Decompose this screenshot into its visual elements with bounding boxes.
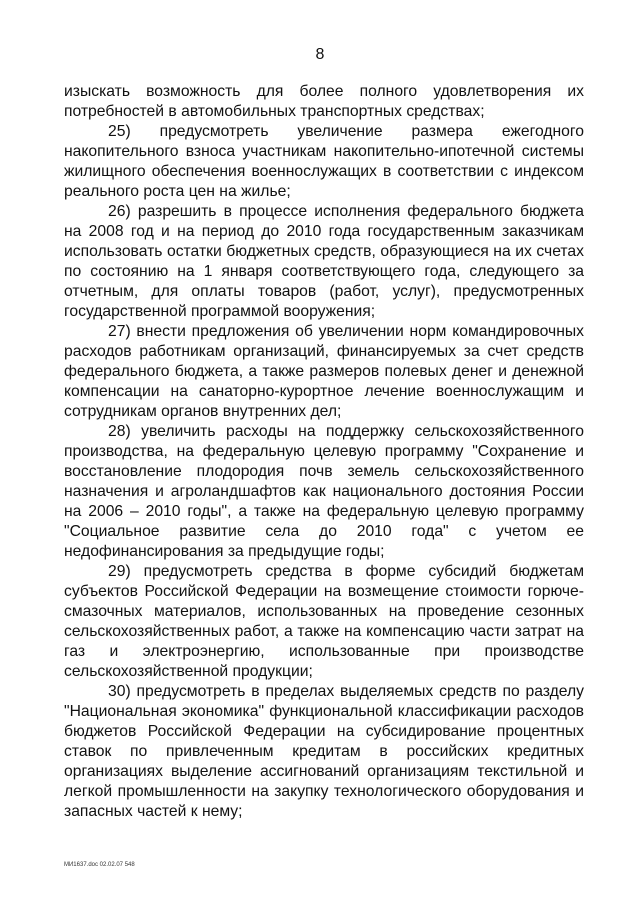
paragraph-item-27: 27) внести предложения об увеличении норм командировочных расходов работникам организаций, финансируемых за счет средств федерального бюджета, а также размеров полевых денег и денежной компенсации на санаторно-курортное лечение военнослужащим и сотрудникам органов внутренних дел; bbox=[64, 323, 584, 420]
paragraph-item-30: 30) предусмотреть в пределах выделяемых средств по разделу "Национальная экономика" функциональной классификации расходов бюджетов Российской Федерации на субсидирование процентных ставок по привлеченным кредитам в российских кредитных организациях выделение ассигнований организациям текстильной и легкой промышленности на закупку технологического оборудования и запасных частей к нему; bbox=[64, 683, 584, 820]
paragraph-item-26: 26) разрешить в процессе исполнения федерального бюджета на 2008 год и на период до 2010 года государственным заказчикам использовать остатки бюджетных средств, образующиеся на их счетах по состоянию на 1 января соответствующего года, следующего за отчетным, для оплаты товаров (работ, услуг), предусмотренных государственной программой вооружения; bbox=[64, 203, 584, 320]
paragraph-item-28: 28) увеличить расходы на поддержку сельскохозяйственного производства, на федеральную целевую программу "Сохранение и восстановление плодородия почв земель сельскохозяйственного назначения и агроландшафтов как национального достояния России на 2006 – 2010 годы", а также на федеральную целевую программу "Социальное развитие села до 2010 года" с учетом ее недофинансирования за предыдущие годы; bbox=[64, 423, 584, 560]
paragraph-continuation: изыскать возможность для более полного удовлетворения их потребностей в автомобильных транспортных средствах; bbox=[64, 83, 584, 120]
document-body bbox=[64, 82, 584, 822]
paragraph-item-25: 25) предусмотреть увеличение размера ежегодного накопительного взноса участникам накопительно-ипотечной системы жилищного обеспечения военнослужащих в соответствии с индексом реального роста цен на жилье; bbox=[64, 123, 584, 200]
page-number: 8 bbox=[315, 46, 325, 63]
file-footer: МИ1637.doc 02.02.07 548 bbox=[64, 862, 135, 868]
paragraph-item-29: 29) предусмотреть средства в форме субсидий бюджетам субъектов Российской Федерации на возмещение стоимости горюче-смазочных материалов, использованных на проведение сезонных сельскохозяйственных работ, а также на компенсацию части затрат на газ и электроэнергию, использованные при производстве сельскохозяйственной продукции; bbox=[64, 563, 584, 680]
